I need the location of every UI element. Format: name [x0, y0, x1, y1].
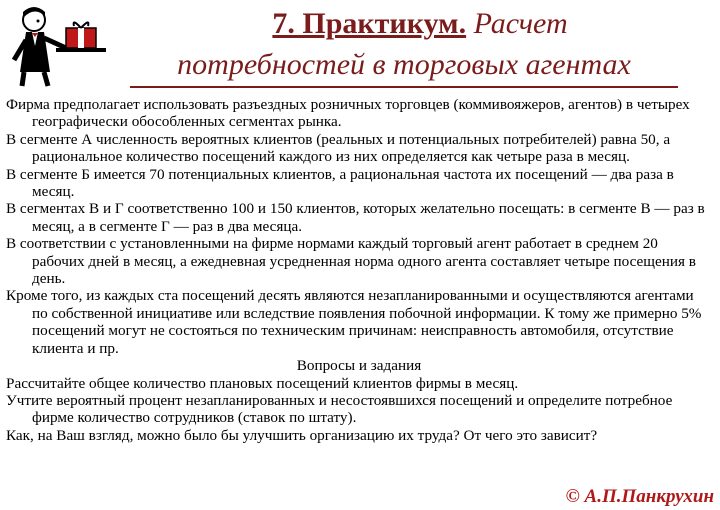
question-item: Рассчитайте общее количество плановых посещений клиентов фирмы в месяц.	[6, 374, 519, 392]
header	[0, 0, 720, 92]
title-rest: Расчет	[466, 7, 568, 40]
paragraph: Фирма предполагает использовать разъездных розничных торговцев (коммивояжеров, агентов) в четырех географически обособленных сегментах рынка.	[6, 96, 690, 131]
questions-heading: Вопросы и задания	[296, 357, 422, 375]
page-subtitle: потребностей в торговых агентах	[130, 46, 678, 88]
paragraph: В соответствии с установленными на фирме нормами каждый торговый агент работает в среднем 20 рабочих дней в месяц, а ежедневная усредненная норма одного агента составляет четыре посещения в день.	[6, 235, 696, 288]
paragraph: В сегменте А численность вероятных клиентов (реальных и потенциальных потребителей) равна 50, а рациональное количество посещений каждого из них определяется как четыре раза в месяц.	[6, 130, 671, 166]
title-bold: 7. Практикум.	[272, 7, 467, 40]
paragraph: Кроме того, из каждых ста посещений десять являются незапланированными и осуществляются агентами по собственной инициативе или вследствие появления побочной информации. К тому же примерно 5% посещений могут не состояться по техническим причинам: неисправность автомобиля, отсутствие клиента и пр.	[6, 287, 702, 357]
author-credit: © А.П.Панкрухин	[565, 486, 714, 507]
question-item: Как, на Ваш взгляд, можно было бы улучшить организацию их труда? От чего это зависит?	[6, 426, 598, 444]
question-item: Учтите вероятный процент незапланированных и несостоявшихся посещений и определите потребное фирме количество сотрудников (ставок по штату).	[6, 391, 673, 427]
paragraph: В сегменте Б имеется 70 потенциальных клиентов, а рациональная частота их посещений — два раза в месяц.	[6, 165, 674, 201]
paragraph: В сегментах В и Г соответственно 100 и 150 клиентов, которых желательно посещать: в сегменте В — раз в месяц, а в сегменте Г — раз в два месяца.	[6, 200, 705, 235]
page-title	[140, 6, 700, 42]
document-body	[6, 96, 712, 444]
waiter-with-gift-icon	[4, 2, 116, 88]
